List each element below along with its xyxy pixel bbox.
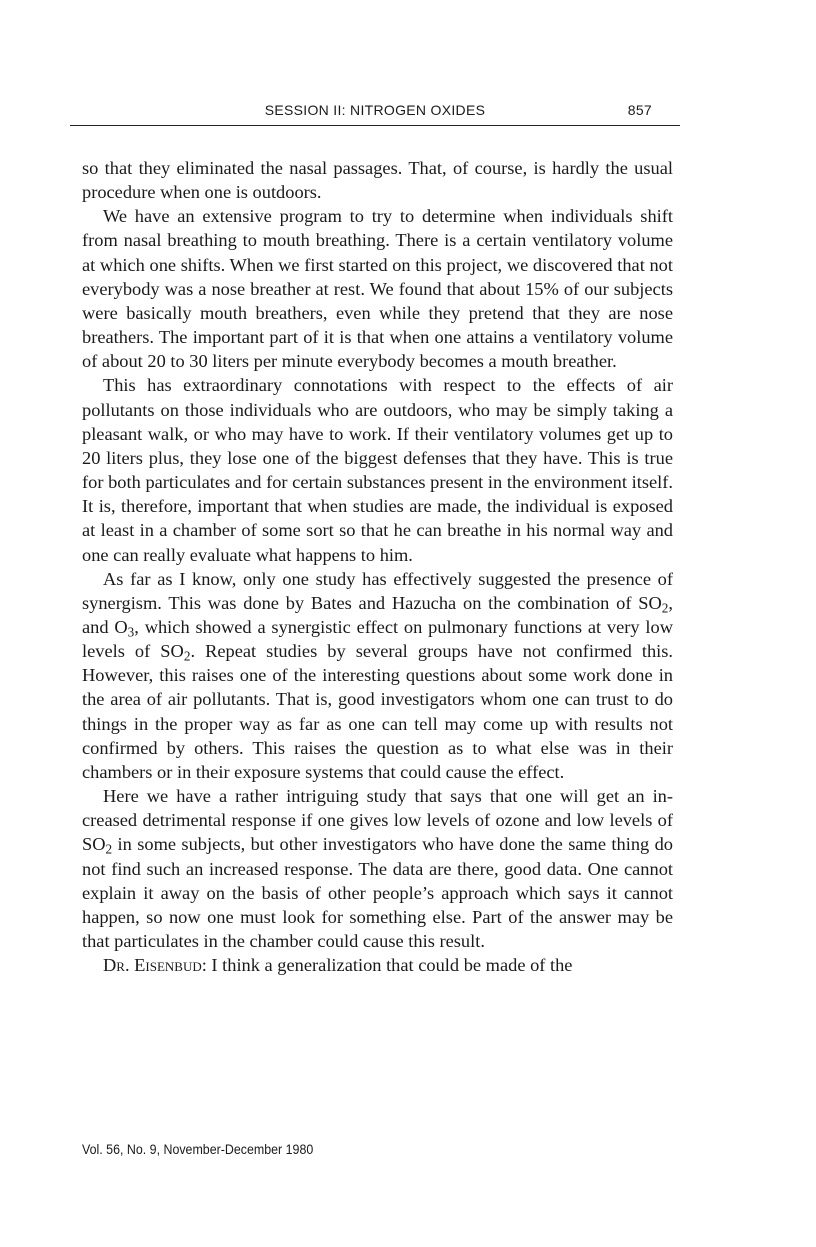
running-head-title: SESSION II: NITROGEN OXIDES xyxy=(264,102,486,118)
subscript: 3 xyxy=(127,624,135,640)
paragraph-4-text-d: . Repeat studies by several groups have not confirmed this. However, this raises one of the interesting questions about some work done in the area of air pollutants. That is, good investigators whom one can trust to do things in the proper way as far as one can tell may come up with results not confirmed by others. This raises the question as to what else was in their chambers or in their exposure systems that could cause the effect. xyxy=(82,641,674,782)
page-number: 857 xyxy=(627,102,652,118)
subscript: 2 xyxy=(105,841,113,857)
subscript: 2 xyxy=(183,648,191,664)
paragraph-6 xyxy=(82,953,673,977)
paragraph-4-text-b: , and O xyxy=(82,592,673,637)
paragraph-4 xyxy=(82,567,673,784)
paragraph-5-text-b: in some subjects, but other investigators who have done the same thing do not find such an increased response. The data are there, good data. One cannot explain it away on the basis of other people’s approach which says it cannot happen, so now one must look for something else. Part of the answer may be that particulates in the chamber could cause this result. xyxy=(82,834,673,951)
speaker-name: Dr. Eisenbud: xyxy=(103,955,207,976)
paragraph-2: We have an extensive program to try to determine when individuals shift from nasal breathing to mouth breathing. There is a certain ventilatory volume at which one shifts. When we first started on this project, we discovered that not everybody was a nose breather at rest. We found that about 15% of our subjects were basically mouth breathers, even while they pretend that they are nose breathers. The important part of it is that when one attains a ventilatory volume of about 20 to 30 liters per minute everybody becomes a mouth breather. xyxy=(82,206,673,372)
paragraph-4-text-a: As far as I know, only one study has effectively suggested the presence of synergism. This was done by Bates and Hazucha on the combination of SO xyxy=(82,568,673,613)
paragraph-5 xyxy=(82,784,673,953)
body-text xyxy=(82,156,673,977)
paragraph-1: so that they eliminated the nasal passages. That, of course, is hardly the usual procedure when one is outdoors. xyxy=(82,158,673,203)
paragraph-5-text-a: Here we have a rather intriguing study that says that one will get an increased detrimental response if one gives low levels of ozone and low levels of SO xyxy=(82,786,673,855)
footer-citation: Vol. 56, No. 9, November-December 1980 xyxy=(82,1142,314,1157)
paragraph-3: This has extraordinary connotations with respect to the effects of air pollutants on those individuals who are outdoors, who may be simply taking a pleasant walk, or who may have to work. If their ventilatory volumes get up to 20 liters plus, they lose one of the biggest defenses that they have. This is true for both particulates and for certain substances present in the environment itself. It is, therefore, important that when studies are made, the individual is exposed at least in a chamber of some sort so that he can breathe in his normal way and one can really evaluate what happens to him. xyxy=(82,375,673,565)
paragraph-6-text: I think a generalization that could be made of the xyxy=(206,955,573,976)
paragraph-4-text-c: , which showed a synergistic effect on pulmonary functions at very low levels of SO xyxy=(82,616,674,662)
subscript: 2 xyxy=(661,600,669,616)
running-head xyxy=(70,99,680,126)
